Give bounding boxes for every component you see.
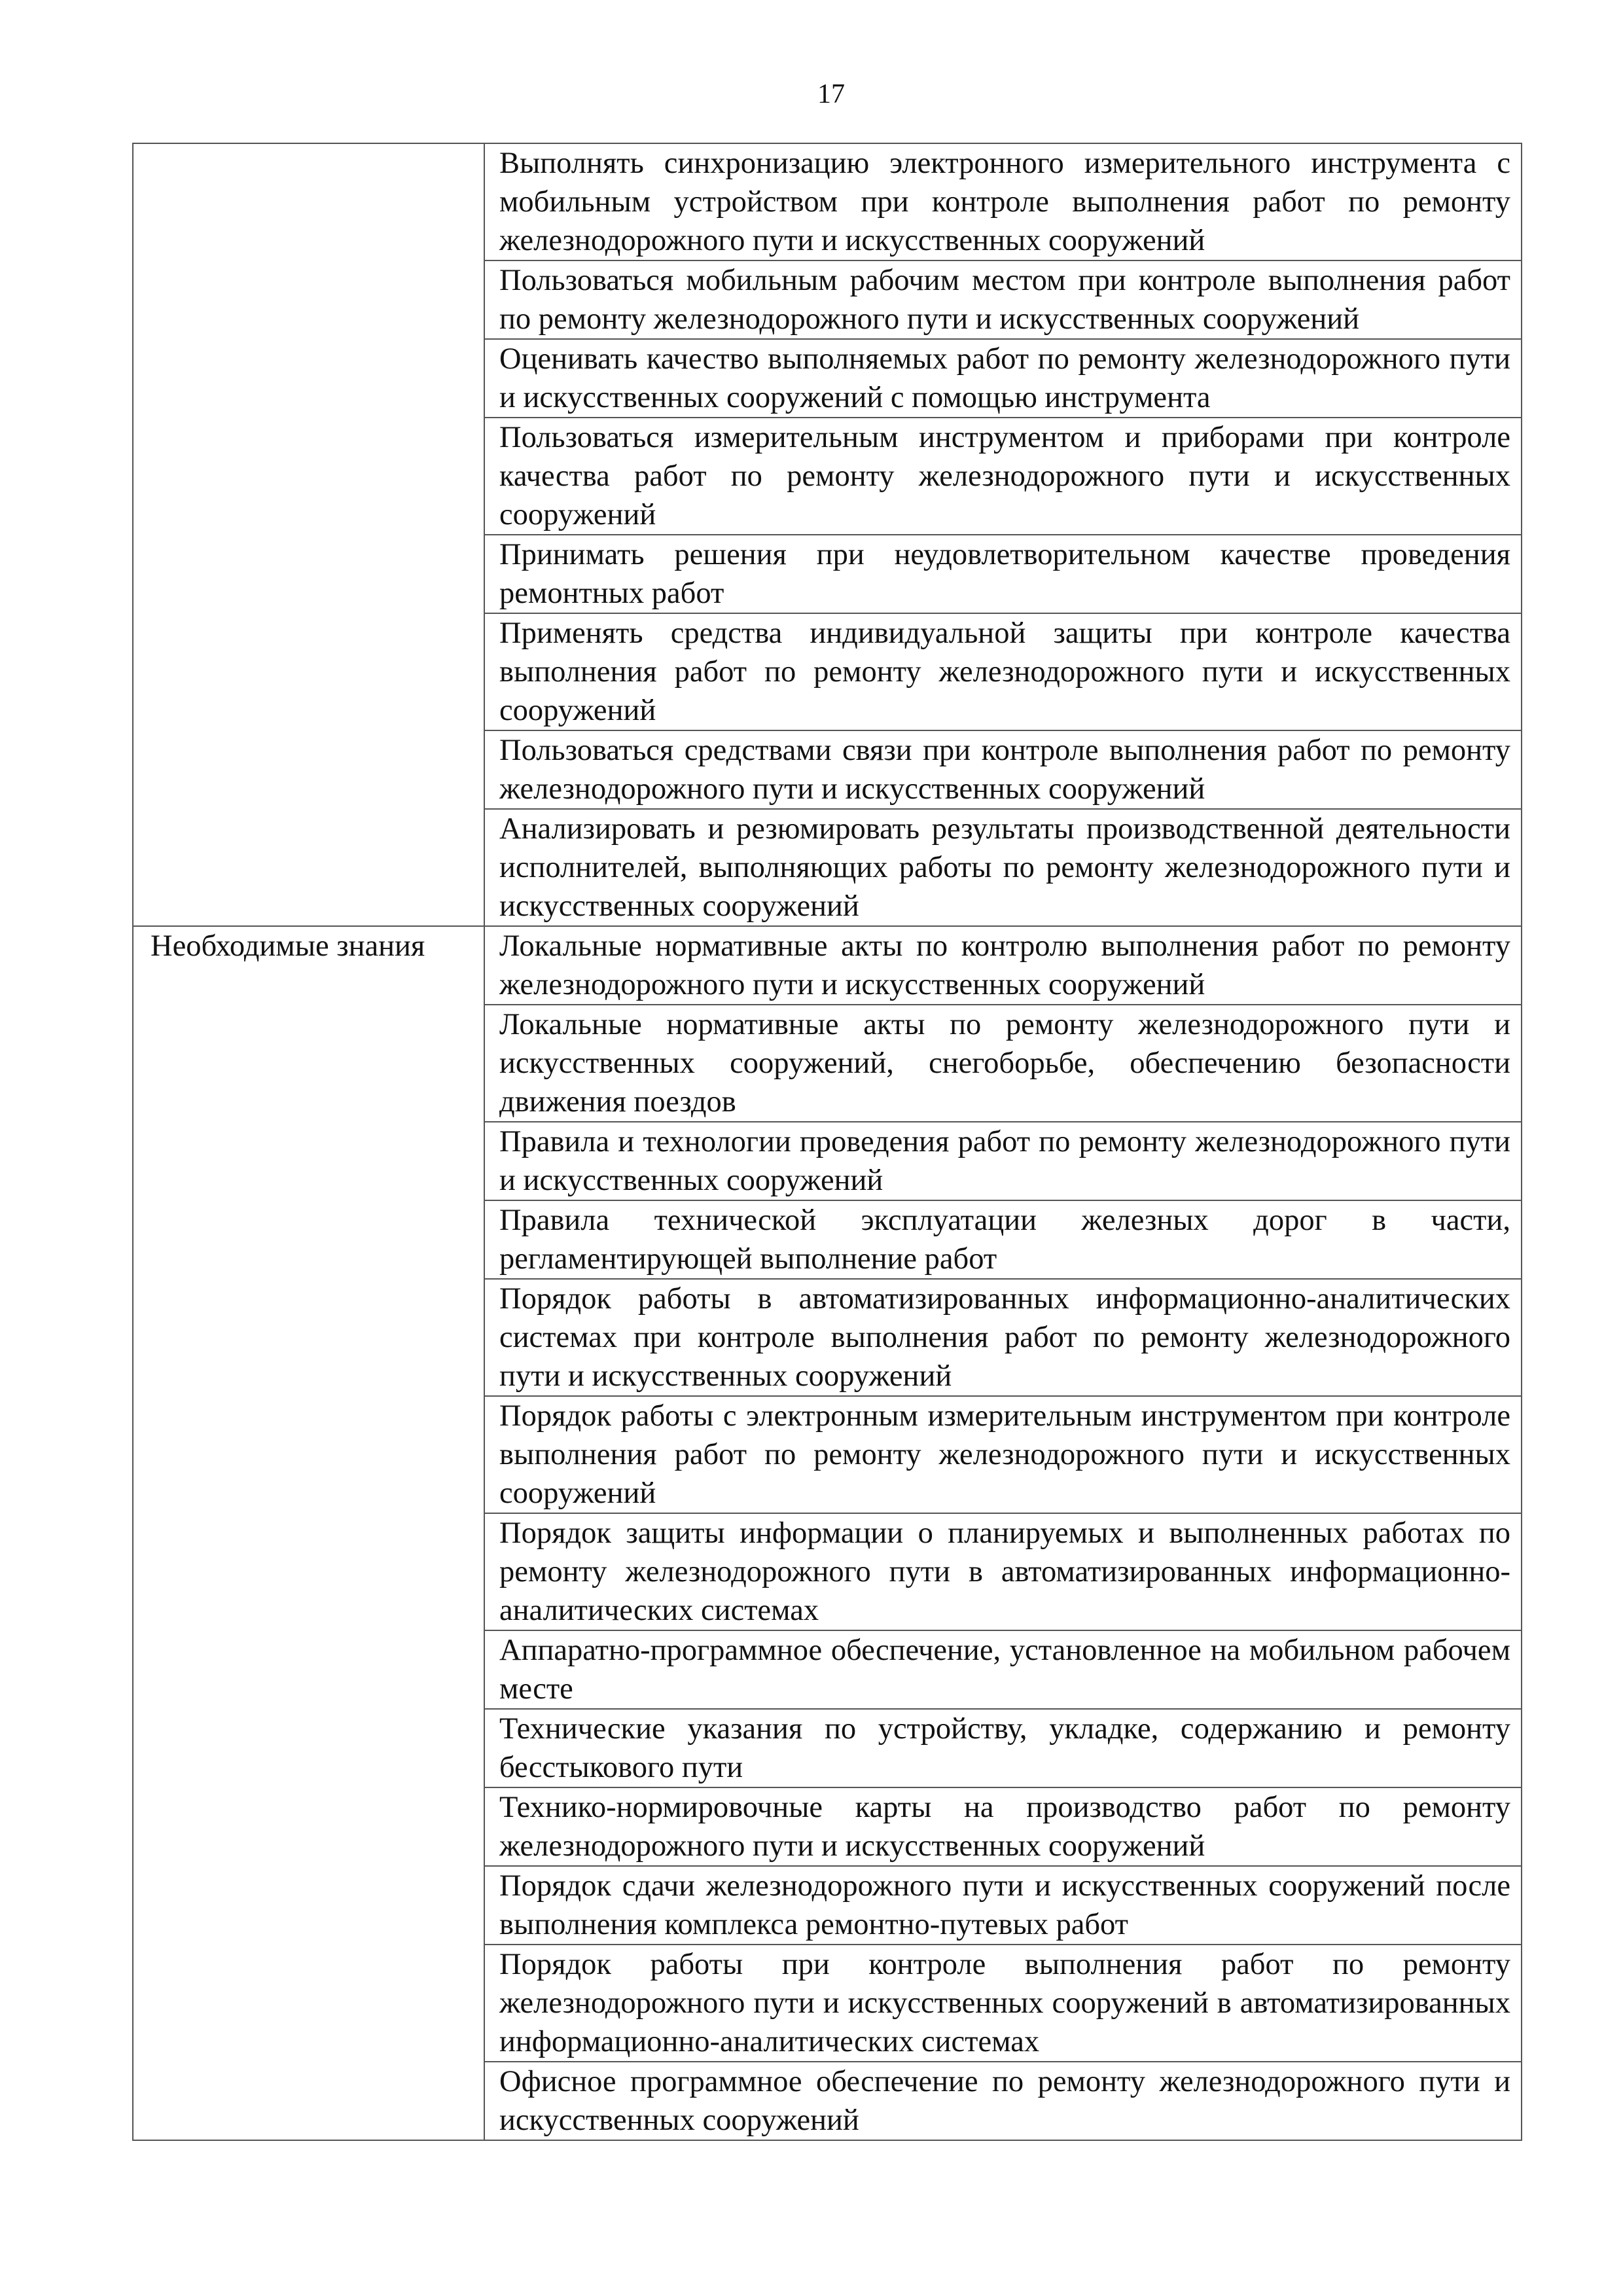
table-cell [484, 2062, 1522, 2140]
cell-text: Применять средства индивидуальной защиты при контроле качества выполнения работ по ремонту железнодорожного пути и искусственных сооружений [499, 617, 1510, 727]
table-cell [484, 418, 1522, 535]
table-cell [484, 1200, 1522, 1279]
cell-text: Принимать решения при неудовлетворительном качестве проведения ремонтных работ [499, 538, 1510, 610]
table-cell [484, 926, 1522, 1005]
table-cell [484, 535, 1522, 613]
table-cell [484, 730, 1522, 809]
table-cell [484, 613, 1522, 730]
table-cell [484, 1005, 1522, 1122]
table-cell [484, 1709, 1522, 1787]
cell-text: Технические указания по устройству, укладке, содержанию и ремонту бесстыкового пути [499, 1712, 1510, 1784]
cell-text: Правила технической эксплуатации железных дорог в части, регламентирующей выполнение работ [499, 1204, 1510, 1276]
cell-text: Локальные нормативные акты по ремонту железнодорожного пути и искусственных сооружений, снегоборьбе, обеспечению безопасности движения поездов [499, 1008, 1510, 1119]
cell-text: Анализировать и резюмировать результаты производственной деятельности исполнителей, выполняющих работы по ремонту железнодорожного пути и искусственных сооружений [499, 812, 1510, 923]
table-cell [484, 1630, 1522, 1709]
competency-table [132, 143, 1522, 2141]
cell-text: Правила и технологии проведения работ по ремонту железнодорожного пути и искусственных сооружений [499, 1125, 1510, 1197]
cell-text: Офисное программное обеспечение по ремонту железнодорожного пути и искусственных сооружений [499, 2065, 1510, 2137]
cell-text: Порядок сдачи железнодорожного пути и искусственных сооружений после выполнения комплекса ремонтно-путевых работ [499, 1869, 1510, 1941]
table-cell [484, 1122, 1522, 1200]
table-cell [484, 1787, 1522, 1866]
table-cell [484, 1396, 1522, 1513]
table-row [133, 143, 1522, 260]
table-cell [484, 809, 1522, 926]
cell-text: Порядок работы в автоматизированных информационно-аналитических системах при контроле выполнения работ по ремонту железнодорожного пути и искусственных сооружений [499, 1282, 1510, 1393]
table-row [133, 926, 1522, 1005]
cell-text: Порядок работы при контроле выполнения работ по ремонту железнодорожного пути и искусственных сооружений в автоматизированных информационно-аналитических системах [499, 1948, 1510, 2058]
cell-text: Пользоваться мобильным рабочим местом при контроле выполнения работ по ремонту железнодорожного пути и искусственных сооружений [499, 264, 1510, 336]
table-cell [484, 1513, 1522, 1630]
cell-text: Аппаратно-программное обеспечение, установленное на мобильном рабочем месте [499, 1634, 1510, 1706]
table-cell [484, 260, 1522, 339]
cell-text: Выполнять синхронизацию электронного измерительного инструмента с мобильным устройством при контроле выполнения работ по ремонту железнодорожного пути и искусственных сооружений [499, 147, 1510, 257]
row-label [133, 143, 484, 926]
table-cell [484, 1945, 1522, 2062]
table-cell [484, 143, 1522, 260]
page-number: 17 [817, 79, 845, 109]
cell-text: Порядок работы с электронным измерительным инструментом при контроле выполнения работ по ремонту железнодорожного пути и искусственных сооружений [499, 1399, 1510, 1510]
cell-text: Технико-нормировочные карты на производство работ по ремонту железнодорожного пути и искусственных сооружений [499, 1791, 1510, 1863]
table-cell [484, 339, 1522, 418]
row-label-required-knowledge: Необходимые знания [133, 926, 484, 2140]
cell-text: Оценивать качество выполняемых работ по ремонту железнодорожного пути и искусственных сооружений с помощью инструмента [499, 342, 1510, 414]
table-cell [484, 1866, 1522, 1945]
table-cell [484, 1279, 1522, 1396]
cell-text: Пользоваться средствами связи при контроле выполнения работ по ремонту железнодорожного пути и искусственных сооружений [499, 734, 1510, 806]
cell-text: Порядок защиты информации о планируемых и выполненных работах по ремонту железнодорожного пути в автоматизированных информационно-аналитических системах [499, 1516, 1510, 1627]
cell-text: Локальные нормативные акты по контролю выполнения работ по ремонту железнодорожного пути и искусственных сооружений [499, 929, 1510, 1001]
cell-text: Пользоваться измерительным инструментом и приборами при контроле качества работ по ремонту железнодорожного пути и искусственных сооружений [499, 421, 1510, 531]
